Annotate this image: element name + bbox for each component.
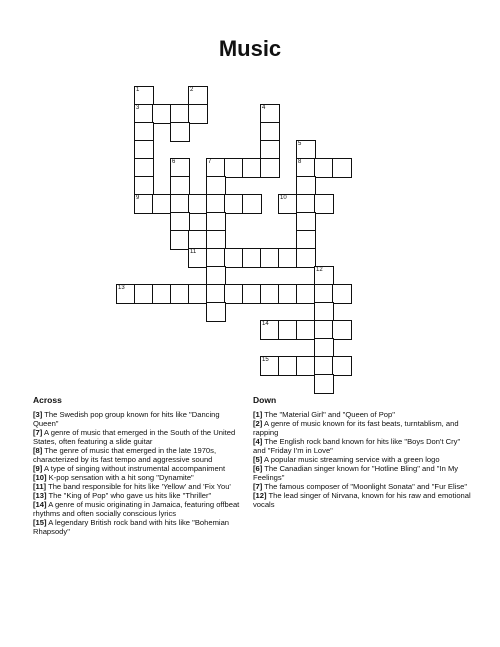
- across-clues: [33, 396, 245, 536]
- grid-cell[interactable]: [314, 374, 334, 394]
- grid-cell[interactable]: [188, 104, 208, 124]
- clue-label: [3]: [33, 410, 43, 419]
- clue-text: The lead singer of Nirvana, known for his raw and emotional vocals: [253, 491, 471, 509]
- grid-cell[interactable]: [134, 122, 154, 142]
- grid-cell[interactable]: [188, 86, 208, 106]
- down-clue: [253, 491, 471, 509]
- across-clue: [33, 518, 245, 536]
- clue-number: 14: [262, 321, 269, 327]
- down-clue: [253, 455, 471, 464]
- grid-cell[interactable]: [242, 248, 262, 268]
- grid-cell[interactable]: [260, 104, 280, 124]
- down-clue: [253, 464, 471, 482]
- clue-number: 5: [298, 141, 302, 147]
- clue-number: 4: [262, 105, 266, 111]
- grid-cell[interactable]: [188, 230, 208, 250]
- clue-text: The English rock band known for hits like "Boys Don't Cry" and "Friday I'm in Love": [253, 437, 461, 455]
- down-clue: [253, 482, 471, 491]
- grid-cell[interactable]: [170, 212, 190, 232]
- clue-label: [10]: [33, 473, 47, 482]
- grid-cell[interactable]: [224, 158, 244, 178]
- clue-label: [7]: [253, 482, 263, 491]
- grid-cell[interactable]: [206, 266, 226, 286]
- grid-cell[interactable]: [206, 302, 226, 322]
- grid-cell[interactable]: [134, 284, 154, 304]
- clue-text: A legendary British rock band with hits like "Bohemian Rhapsody": [33, 518, 230, 536]
- clue-label: [14]: [33, 500, 47, 509]
- across-clue: [33, 473, 245, 482]
- grid-cell[interactable]: [278, 356, 298, 376]
- grid-cell[interactable]: [116, 284, 136, 304]
- grid-cell[interactable]: [260, 248, 280, 268]
- clue-number: 1: [136, 87, 140, 93]
- across-clue: [33, 482, 245, 491]
- clue-number: 7: [208, 159, 212, 165]
- grid-cell[interactable]: [332, 158, 352, 178]
- clue-label: [7]: [33, 428, 43, 437]
- clue-text: A genre of music that emerged in the South of the United States, often featuring a slide guitar: [33, 428, 236, 446]
- across-clue: [33, 446, 245, 464]
- grid-cell[interactable]: [260, 284, 280, 304]
- down-clue: [253, 419, 471, 437]
- grid-cell[interactable]: [170, 194, 190, 214]
- clue-number: 8: [298, 159, 302, 165]
- grid-cell[interactable]: [260, 122, 280, 142]
- grid-cell[interactable]: [170, 122, 190, 142]
- grid-cell[interactable]: [170, 176, 190, 196]
- grid-cell[interactable]: [188, 284, 208, 304]
- grid-cell[interactable]: [260, 356, 280, 376]
- across-clue: [33, 410, 245, 428]
- grid-cell[interactable]: [170, 284, 190, 304]
- down-clue: [253, 437, 471, 455]
- grid-cell[interactable]: [152, 194, 172, 214]
- clue-label: [1]: [253, 410, 263, 419]
- clue-number: 6: [172, 159, 176, 165]
- grid-cell[interactable]: [314, 266, 334, 286]
- puzzle-title: Music: [218, 36, 282, 61]
- grid-cell[interactable]: [188, 194, 208, 214]
- grid-cell[interactable]: [188, 248, 208, 268]
- grid-cell[interactable]: [332, 320, 352, 340]
- grid-cell[interactable]: [260, 320, 280, 340]
- grid-cell[interactable]: [296, 320, 316, 340]
- down-clue-list: [253, 410, 471, 509]
- grid-cell[interactable]: [206, 194, 226, 214]
- clue-text: The genre of music that emerged in the late 1970s, characterized by its fast tempo and aggressive sound: [33, 446, 217, 464]
- clue-label: [11]: [33, 482, 47, 491]
- across-clue: [33, 500, 245, 518]
- grid-cell[interactable]: [206, 176, 226, 196]
- grid-cell[interactable]: [332, 284, 352, 304]
- across-heading: Across: [33, 395, 62, 405]
- grid-cell[interactable]: [296, 230, 316, 250]
- clue-text: A popular music streaming service with a green logo: [262, 455, 440, 464]
- grid-cell[interactable]: [206, 158, 226, 178]
- clue-label: [15]: [33, 518, 47, 527]
- grid-cell[interactable]: [278, 320, 298, 340]
- clue-label: [5]: [253, 455, 263, 464]
- across-clue-list: [33, 410, 245, 536]
- clue-label: [4]: [253, 437, 263, 446]
- grid-cell[interactable]: [170, 230, 190, 250]
- clue-text: The famous composer of "Moonlight Sonata" and "Fur Elise": [262, 482, 468, 491]
- clue-number: 13: [118, 285, 125, 291]
- clue-number: 11: [190, 249, 197, 255]
- grid-cell[interactable]: [242, 194, 262, 214]
- grid-cell[interactable]: [296, 284, 316, 304]
- clue-number: 10: [280, 195, 287, 201]
- across-clue: [33, 491, 245, 500]
- grid-cell[interactable]: [224, 248, 244, 268]
- grid-cell[interactable]: [224, 194, 244, 214]
- grid-cell[interactable]: [314, 158, 334, 178]
- clue-text: A genre of music known for its fast beats, turntablism, and rapping: [253, 419, 459, 437]
- clue-text: The Swedish pop group known for hits like "Dancing Queen": [33, 410, 220, 428]
- across-clue: [33, 428, 245, 446]
- grid-cell[interactable]: [134, 86, 154, 106]
- down-heading: Down: [253, 395, 277, 405]
- grid-cell[interactable]: [314, 194, 334, 214]
- grid-cell[interactable]: [206, 212, 226, 232]
- grid-cell[interactable]: [134, 194, 154, 214]
- grid-cell[interactable]: [278, 284, 298, 304]
- grid-cell[interactable]: [206, 230, 226, 250]
- grid-cell[interactable]: [242, 158, 262, 178]
- grid-cell[interactable]: [296, 194, 316, 214]
- clue-text: K-pop sensation with a hit song "Dynamite": [46, 473, 194, 482]
- grid-cell[interactable]: [296, 140, 316, 160]
- grid-cell[interactable]: [314, 356, 334, 376]
- grid-cell[interactable]: [278, 248, 298, 268]
- across-clue: [33, 464, 245, 473]
- clue-label: [2]: [253, 419, 263, 428]
- clue-text: The "Material Girl" and "Queen of Pop": [262, 410, 395, 419]
- clue-number: 3: [136, 105, 140, 111]
- clue-text: A type of singing without instrumental accompaniment: [42, 464, 226, 473]
- clue-label: [13]: [33, 491, 47, 500]
- grid-cell[interactable]: [278, 194, 298, 214]
- clue-number: 15: [262, 357, 269, 363]
- clue-number: 12: [316, 267, 323, 273]
- clue-label: [8]: [33, 446, 43, 455]
- clue-text: The "King of Pop" who gave us hits like "Thriller": [46, 491, 212, 500]
- grid-cell[interactable]: [314, 338, 334, 358]
- grid-cell[interactable]: [296, 158, 316, 178]
- down-clues: [253, 396, 471, 509]
- clue-label: [6]: [253, 464, 263, 473]
- clue-number: 2: [190, 87, 194, 93]
- clue-label: [12]: [253, 491, 267, 500]
- clue-text: A genre of music originating in Jamaica, featuring offbeat rhythms and often socially conscious lyrics: [33, 500, 240, 518]
- grid-cell[interactable]: [134, 140, 154, 160]
- grid-cell[interactable]: [332, 356, 352, 376]
- grid-cell[interactable]: [152, 104, 172, 124]
- grid-cell[interactable]: [314, 320, 334, 340]
- grid-cell[interactable]: [134, 158, 154, 178]
- grid-cell[interactable]: [260, 158, 280, 178]
- grid-cell[interactable]: [296, 176, 316, 196]
- clue-label: [9]: [33, 464, 43, 473]
- down-clue: [253, 410, 471, 419]
- clue-number: 9: [136, 195, 140, 201]
- grid-cell[interactable]: [152, 284, 172, 304]
- grid-cell[interactable]: [242, 284, 262, 304]
- grid-cell[interactable]: [134, 176, 154, 196]
- clue-text: The band responsible for hits like 'Yellow' and 'Fix You': [46, 482, 231, 491]
- grid-cell[interactable]: [260, 140, 280, 160]
- grid-cell[interactable]: [170, 158, 190, 178]
- grid-cell[interactable]: [224, 284, 244, 304]
- grid-cell[interactable]: [206, 248, 226, 268]
- grid-cell[interactable]: [206, 284, 226, 304]
- grid-cell[interactable]: [296, 212, 316, 232]
- grid-cell[interactable]: [296, 356, 316, 376]
- grid-cell[interactable]: [170, 104, 190, 124]
- clue-text: The Canadian singer known for "Hotline Bling" and "In My Feelings": [253, 464, 459, 482]
- grid-cell[interactable]: [134, 104, 154, 124]
- grid-cell[interactable]: [314, 284, 334, 304]
- grid-cell[interactable]: [314, 302, 334, 322]
- grid-cell[interactable]: [296, 248, 316, 268]
